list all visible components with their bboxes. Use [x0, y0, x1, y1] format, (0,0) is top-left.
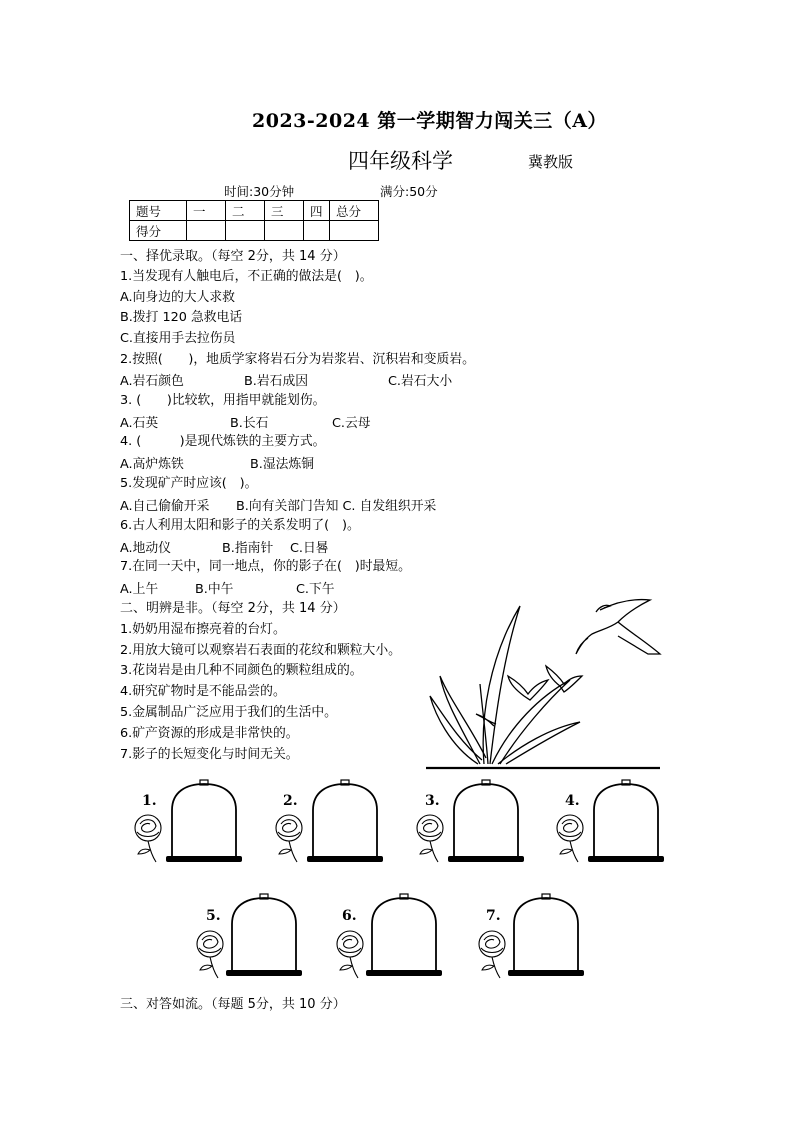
judge-item-2: 2.用放大镜可以观察岩石表面的花纹和颗粒大小。 [120, 643, 401, 658]
table-cell: 得分 [130, 221, 187, 241]
question-7-option-c: C.下午 [296, 582, 335, 597]
rose-icon [135, 815, 161, 862]
judge-item-7: 7.影子的长短变化与时间无关。 [120, 747, 299, 762]
score-input-cell[interactable] [265, 221, 304, 241]
bell-jar-exercise [120, 772, 680, 982]
question-3-option-c: C.云母 [332, 416, 371, 431]
edition-label: 冀教版 [528, 153, 574, 171]
bell-jar-icon [307, 780, 383, 862]
judge-item-4: 4.研究矿物时是不能品尝的。 [120, 684, 286, 699]
rose-icon [557, 815, 583, 862]
question-7-option-a: A.上午 [120, 582, 159, 597]
question-1-option-a: A.向身边的大人求救 [120, 290, 235, 305]
question-7-option-b: B.中午 [195, 582, 234, 597]
question-6-option-c: C.日晷 [290, 541, 329, 556]
question-6-option-b: B.指南针 [222, 541, 274, 556]
rose-icon [337, 931, 363, 978]
question-1-option-c: C.直接用手去拉伤员 [120, 331, 236, 346]
question-3-option-a: A.石英 [120, 416, 159, 431]
orchid-crane-illustration [420, 596, 670, 776]
full-score-label: 满分:50分 [380, 184, 438, 199]
question-5-option-a: A.自己偷偷开采 [120, 499, 210, 514]
score-input-cell[interactable] [304, 221, 330, 241]
score-table [129, 200, 379, 241]
bell-jar-icon [366, 894, 442, 976]
question-3: 3. ( )比较软，用指甲就能划伤。 [120, 393, 326, 408]
table-cell: 二 [226, 201, 265, 221]
score-input-cell[interactable] [330, 221, 379, 241]
bell-jar-icon [588, 780, 664, 862]
question-5-options-bc: B.向有关部门告知 C. 自发组织开采 [236, 499, 437, 514]
bell-jar-icon [226, 894, 302, 976]
question-1: 1.当发现有人触电后，不正确的做法是( )。 [120, 269, 373, 284]
page-subtitle: 四年级科学 [348, 149, 453, 173]
question-2-option-c: C.岩石大小 [388, 374, 453, 389]
page-title: 2023-2024 第一学期智力闯关三（A） [252, 110, 608, 132]
section3-heading: 三、对答如流。（每题 5分，共 10 分） [120, 997, 346, 1012]
bell-jar-icon [508, 894, 584, 976]
table-cell: 总分 [330, 201, 379, 221]
rose-icon [417, 815, 443, 862]
jar-number-2: 2. [283, 793, 298, 809]
rose-icon [197, 931, 223, 978]
question-4: 4. ( )是现代炼铁的主要方式。 [120, 434, 326, 449]
table-cell: 题号 [130, 201, 187, 221]
question-2-option-b: B.岩石成因 [244, 374, 309, 389]
table-cell: 四 [304, 201, 330, 221]
judge-item-5: 5.金属制品广泛应用于我们的生活中。 [120, 705, 337, 720]
question-7: 7.在同一天中，同一地点，你的影子在( )时最短。 [120, 559, 411, 574]
judge-item-1: 1.奶奶用湿布擦亮着的台灯。 [120, 622, 286, 637]
question-1-option-b: B.拨打 120 急救电话 [120, 310, 243, 325]
score-input-cell[interactable] [226, 221, 265, 241]
question-2: 2.按照( )，地质学家将岩石分为岩浆岩、沉积岩和变质岩。 [120, 352, 475, 367]
question-5: 5.发现矿产时应该( )。 [120, 476, 258, 491]
section1-heading: 一、择优录取。（每空 2分，共 14 分） [120, 249, 346, 264]
score-table-header-row [130, 201, 379, 221]
table-cell: 一 [187, 201, 226, 221]
rose-icon [276, 815, 302, 862]
question-2-option-a: A.岩石颜色 [120, 374, 184, 389]
score-table-score-row [130, 221, 379, 241]
jar-number-1: 1. [142, 793, 157, 809]
bell-jar-icon [166, 780, 242, 862]
bell-jar-icon [448, 780, 524, 862]
question-4-option-b: B.湿法炼铜 [250, 457, 315, 472]
crane-wing [600, 600, 650, 622]
judge-item-3: 3.花岗岩是由几种不同颜色的颗粒组成的。 [120, 663, 363, 678]
question-4-option-a: A.高炉炼铁 [120, 457, 184, 472]
jar-number-7: 7. [486, 908, 501, 924]
crane-tail [618, 622, 660, 654]
judge-item-6: 6.矿产资源的形成是非常快的。 [120, 726, 299, 741]
score-input-cell[interactable] [187, 221, 226, 241]
question-6: 6.古人利用太阳和影子的关系发明了( )。 [120, 518, 360, 533]
section2-heading: 二、明辨是非。（每空 2分，共 14 分） [120, 601, 346, 616]
jar-number-4: 4. [565, 793, 580, 809]
jar-number-3: 3. [425, 793, 440, 809]
question-3-option-b: B.长石 [230, 416, 269, 431]
jar-number-5: 5. [206, 908, 221, 924]
question-6-option-a: A.地动仪 [120, 541, 171, 556]
rose-icon [479, 931, 505, 978]
jar-number-6: 6. [342, 908, 357, 924]
time-label: 时间:30分钟 [224, 184, 295, 199]
table-cell: 三 [265, 201, 304, 221]
crane-neck [576, 622, 618, 654]
